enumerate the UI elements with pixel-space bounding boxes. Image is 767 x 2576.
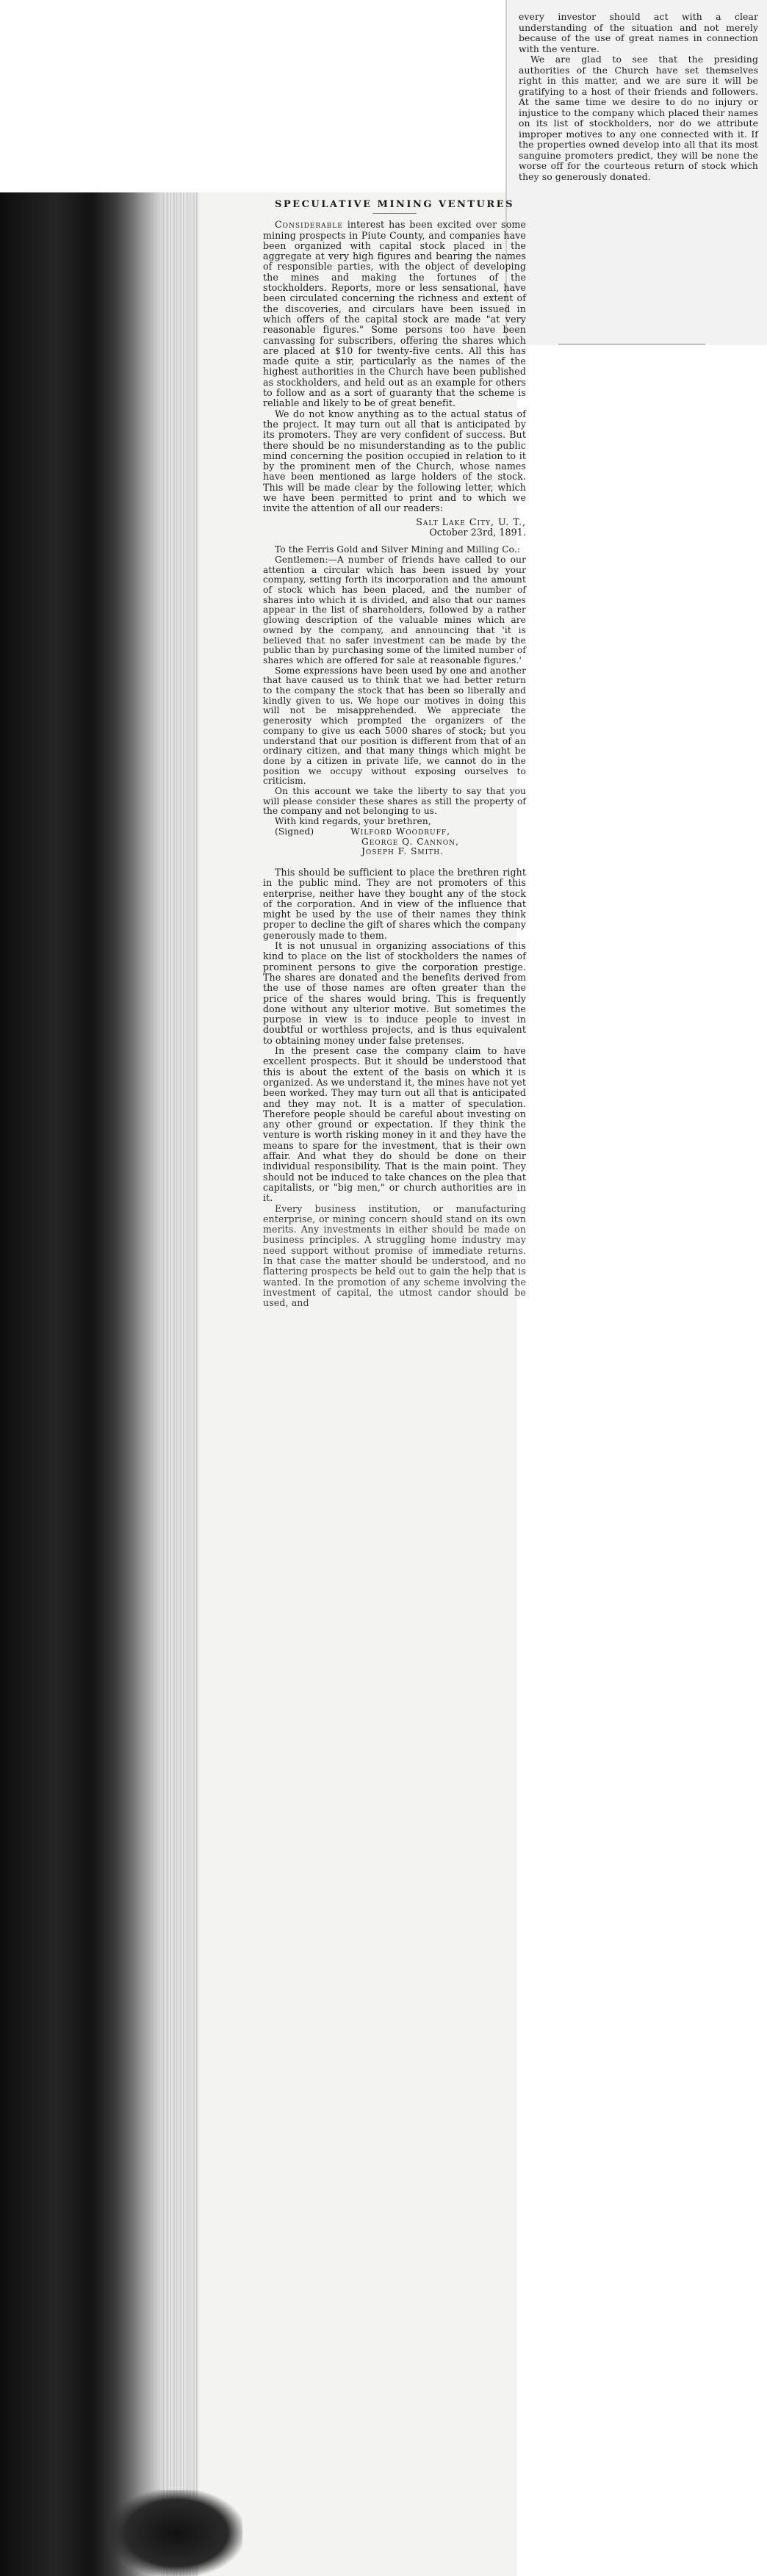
article-heading: SPECULATIVE MINING VENTURES	[275, 199, 514, 210]
paragraph-6: Every business institution, or manufacturing enterprise, or mining concern should stand on its own merits. Any investments in either should be made on business principles. A struggling home industry may need support without promise of immediate returns. In that case the matter should be understood, and no flattering prospects be held out to gain the help that is wanted. In the promotion of any scheme involving the investment of capital, the utmost candor should be used, and	[263, 1202, 526, 1309]
letter-signatures	[263, 827, 526, 857]
letter-dateline-date: October 23rd, 1891.	[429, 526, 526, 538]
top-continued-column	[505, 0, 767, 345]
page-gutter-edge	[163, 192, 198, 2576]
letter-paragraph-1: Gentlemen:—A number of friends have called to our attention a circular which has been issued by your company, setting forth its incorporation and the amount of stock which has been placed, and the number of shares into which it is divided, and also that our names appear in the list of shareholders, followed by a rather glowing description of the valuable mines which are owned by the company, and announcing that 'it is believed that no safer investment can be made by the public than by purchasing some of the limited number of shares which are offered for sale at reasonable figures.'	[263, 554, 526, 665]
intro-lead: Considerable	[275, 219, 343, 231]
letter-dateline-place: Salt Lake City, U. T.,	[416, 516, 526, 527]
intro-rest: interest has been excited over some mining prospects in Piute County, and companies have been organized with capital stock placed in the aggregate at very high figures and bearing the names of responsible parties, with the object of developing the mines and making the fortunes of the stockholders. Reports, more or less sensational, have been circulated concerning the richness and extent of the discoveries, and circulars have been issued in which offers of the capital stock are made "at very reasonable figures." Some persons too have been canvassing for subscribers, offering the shares which are placed at $10 for twenty-five cents. All this has made quite a stir, particularly as the names of the highest authorities in the Church have been published as stockholders, and held out as an example for others to follow and as a sort of guaranty that the scheme is reliable and likely to be of great benefit.	[263, 219, 526, 409]
article-column	[263, 200, 526, 1308]
bottom-shadow	[110, 2490, 242, 2576]
signer-1: Wilford Woodruff,	[350, 826, 451, 837]
top-paragraph-1: every investor should act with a clear understanding of the situation and not merely because of the use of great names in connection with the venture.	[519, 11, 758, 54]
paragraph-2: We do not know anything as to the actual status of the project. It may turn out all that is anticipated by its promoters. They are very confident of success. But there should be no misunderstanding as to the public mind concerning the position occupied in relation to it by the prominent men of the Church, whose names have been mentioned as large holders of the stock. This will be made clear by the following letter, which we have been permitted to print and to which we invite the attention of all our readers:	[263, 408, 526, 514]
letter-address: To the Ferris Gold and Silver Mining and Milling Co.:	[275, 544, 521, 555]
intro-paragraph	[263, 220, 526, 408]
signer-2: George Q. Cannon,	[361, 836, 459, 847]
signed-label: (Signed)	[275, 826, 314, 837]
letter-paragraph-2: Some expressions have been used by one and another that have caused us to think that we had better return to the company the stock that has been so liberally and kindly given to us. We hope our motives in doing this will not be misapprehended. We appreciate the generosity which prompted the organizers of the company to give us each 5000 shares of stock; but you understand that our position is different from that of an ordinary citizen, and that many things which might be done by a citizen in private life, we cannot do in the position we occupy without exposing ourselves to criticism.	[263, 665, 526, 787]
signer-3: Joseph F. Smith.	[361, 846, 444, 857]
paragraph-5: In the present case the company claim to have excellent prospects. But it should be understood that this is about the extent of the basis on which it is organized. As we understand it, the mines have not yet been worked. They may turn out all that is anticipated and they may not. It is a matter of speculation. Therefore people should be careful about investing on any other ground or expectation. If they think the venture is worth risking money in it and they have the means to spare for the investment, that is their own affair. And what they do should be done on their individual responsibility. That is the main point. They should not be induced to take chances on the plea that capitalists, or "big men," or church authorities are in it.	[263, 1045, 526, 1204]
paragraph-3: This should be sufficient to place the brethren right in the public mind. They are not promoters of this enterprise, neither have they bought any of the stock of the corporation. And in view of the influence that might be used by the use of their names they think proper to decline the gift of shares which the company generously made to them.	[263, 867, 526, 941]
heading-rule	[372, 213, 417, 214]
paragraph-4: It is not unusual in organizing associations of this kind to place on the list of stockholders the names of prominent persons to give the corporation prestige. The shares are donated and the benefits derived from the use of those names are often greater than the price of the shares would bring. This is frequently done without any ulterior motive. But sometimes the purpose in view is to induce people to invest in doubtful or worthless projects, and is thus equivalent to obtaining money under false pretenses.	[263, 940, 526, 1046]
letter-block	[263, 545, 526, 857]
top-paragraph-2: We are glad to see that the presiding authorities of the Church have set themselves right in this matter, and we are sure it will be gratifying to a host of their friends and followers. At the same time we desire to do no injury or injustice to the company which placed their names on its list of stockholders, nor do we attribute improper motives to any one connected with it. If the properties owned develop into all that its most sanguine promoters predict, they will be none the worse off for the courteous return of stock which they so generously donated.	[519, 54, 758, 182]
letter-paragraph-3: On this account we take the liberty to say that you will please consider these shares as still the property of the company and not belonging to us.	[263, 786, 526, 817]
letter-closing: With kind regards, your brethren,	[275, 816, 431, 827]
